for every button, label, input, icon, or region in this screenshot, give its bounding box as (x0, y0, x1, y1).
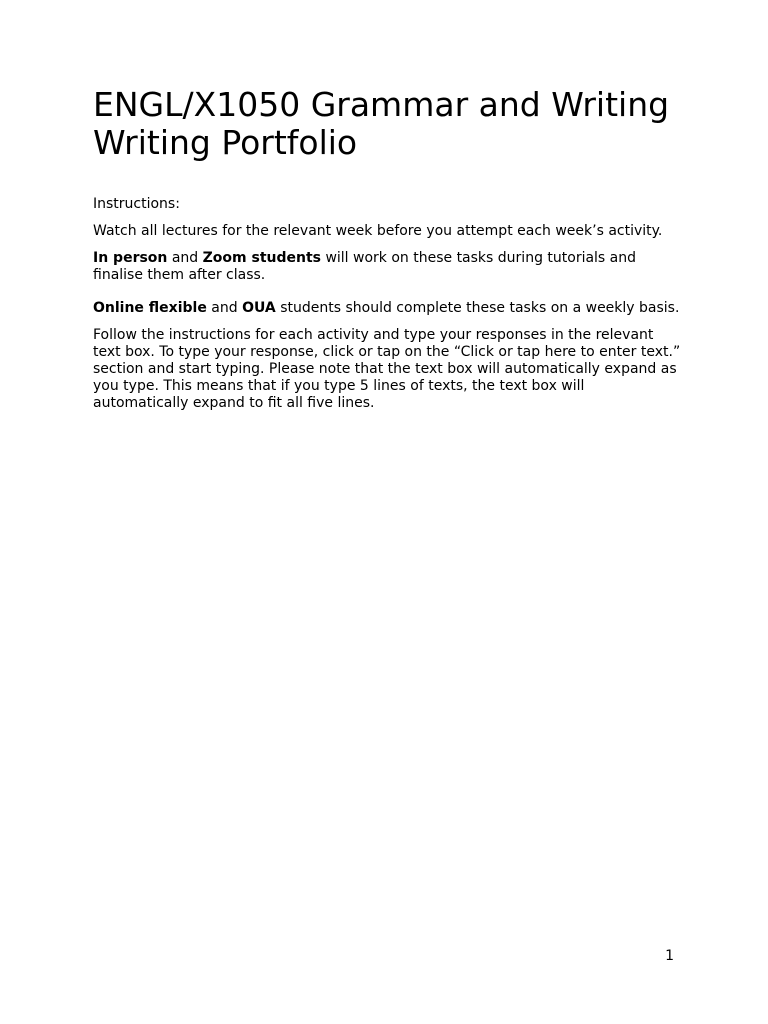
online-flexible-label: Online flexible (93, 300, 207, 316)
follow-instructions-paragraph: Follow the instructions for each activity and type your responses in the relevant text box. To type your response, click or tap on the “Click or tap here to enter text.” section and start typing. Please note that the text box will automatically expand as you type. This means that if you type 5 lines of texts, the text box will automatically expand to fit all five lines. (93, 327, 681, 411)
in-person-rest-text: will work on these tasks during tutorials and finalise them after class. (93, 250, 637, 283)
zoom-students-label: Zoom students (202, 250, 321, 266)
in-person-paragraph (93, 250, 683, 284)
instructions-heading: Instructions: (93, 196, 180, 212)
document-page (93, 86, 683, 412)
in-person-label: In person (93, 250, 168, 266)
conjunction-text: and (167, 250, 203, 266)
watch-lectures-paragraph: Watch all lectures for the relevant week before you attempt each week’s activity. (93, 223, 663, 239)
online-rest-text: students should complete these tasks on a weekly basis. (275, 300, 680, 316)
oua-label: OUA (242, 300, 276, 316)
document-title: ENGL/X1050 Grammar and Writing Writing Portfolio (93, 85, 670, 162)
page-number: 1 (665, 948, 674, 964)
conjunction-text: and (206, 300, 243, 316)
online-paragraph (93, 300, 683, 317)
